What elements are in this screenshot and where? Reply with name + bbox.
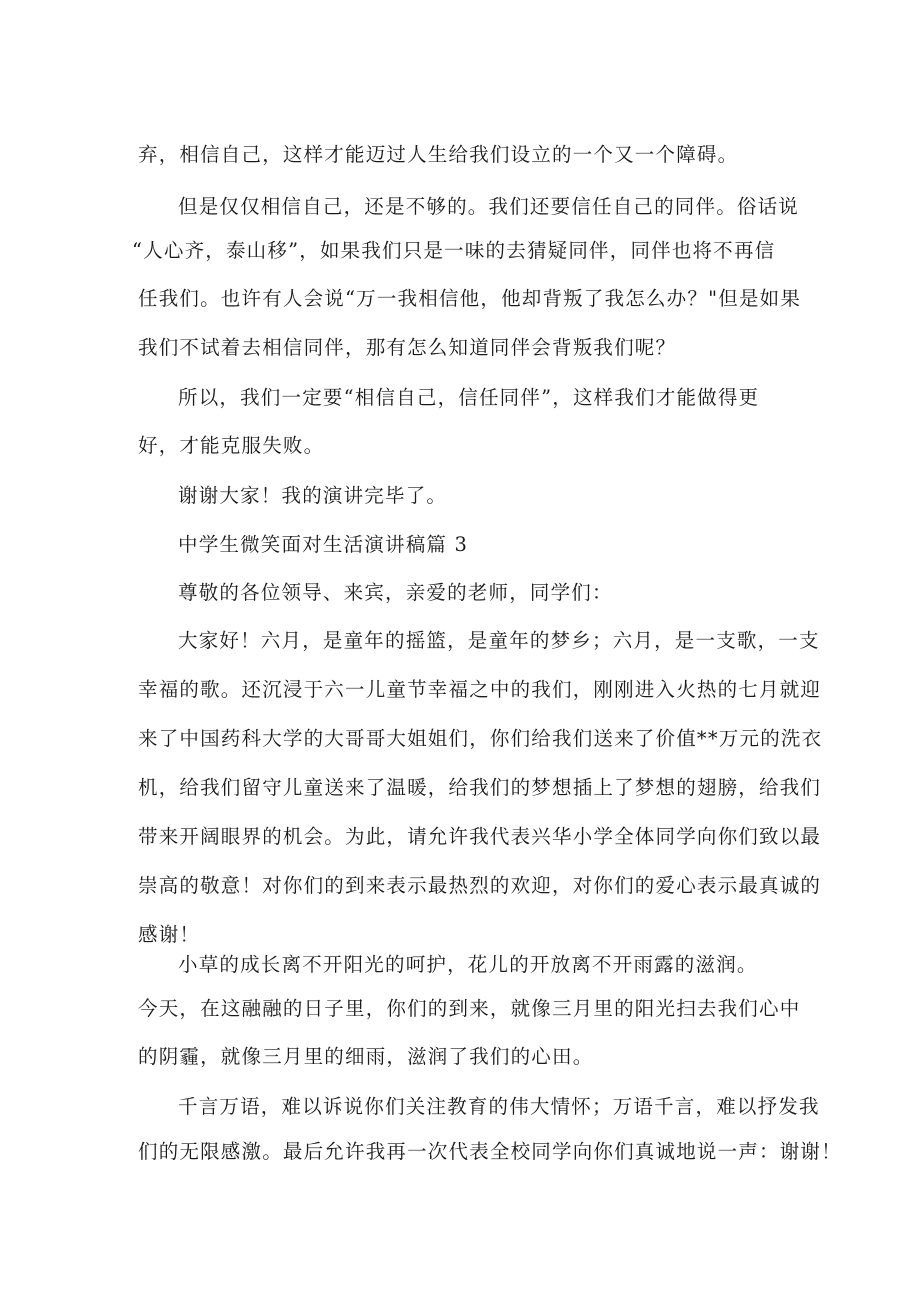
text-line: 我们不试着去相信同伴，那有怎么知道同伴会背叛我们呢？ [138, 336, 677, 359]
text-line: 谢谢大家！我的演讲完毕了。 [178, 484, 448, 507]
text-line: 弃，相信自己，这样才能迈过人生给我们设立的一个又一个障碍。 [138, 143, 739, 166]
text-line: 崇高的敬意！对你们的到来表示最热烈的欢迎，对你们的爱心表示最真诚的 [138, 874, 822, 897]
text-line: 幸福的歌。还沉浸于六一儿童节幸福之中的我们，刚刚进入火热的七月就迎 [138, 678, 822, 701]
section-heading: 中学生微笑面对生活演讲稿篇 3 [178, 533, 469, 556]
text-line: 的阴霾，就像三月里的细雨，滋润了我们的心田。 [138, 1045, 594, 1068]
text-line: 尊敬的各位领导、来宾，亲爱的老师，同学们： [178, 581, 613, 604]
text-line: 千言万语，难以诉说你们关注教育的伟大情怀；万语千言，难以抒发我 [178, 1095, 820, 1118]
text-line: 小草的成长离不开阳光的呵护，花儿的开放离不开雨露的滋润。 [178, 953, 758, 976]
text-line: 机，给我们留守儿童送来了温暖，给我们的梦想插上了梦想的翅膀，给我们 [138, 776, 822, 799]
text-line: 们的无限感激。最后允许我再一次代表全校同学向你们真诚地说一声：谢谢！ [138, 1140, 842, 1163]
text-line: 但是仅仅相信自己，还是不够的。我们还要信任自己的同伴。俗话说 [178, 195, 800, 218]
text-line: 任我们。也许有人会说“万一我相信他，他却背叛了我怎么办？"但是如果 [138, 287, 802, 310]
text-line: 带来开阔眼界的机会。为此，请允许我代表兴华小学全体同学向你们致以最 [138, 825, 822, 848]
text-line: 大家好！六月，是童年的摇篮，是童年的梦乡；六月，是一支歌，一支 [178, 629, 820, 652]
text-line: 所以，我们一定要“相信自己，信任同伴”，这样我们才能做得更 [178, 386, 760, 409]
text-line: 来了中国药科大学的大哥哥大姐姐们，你们给我们送来了价值**万元的洗衣 [138, 727, 823, 750]
text-line: 好，才能克服失败。 [138, 434, 325, 457]
text-line: 今天，在这融融的日子里，你们的到来，就像三月里的阳光扫去我们心中 [138, 997, 801, 1020]
text-line: 感谢！ [138, 923, 201, 946]
text-line: “人心齐，泰山移”，如果我们只是一味的去猜疑同伴，同伴也将不再信 [132, 239, 776, 262]
